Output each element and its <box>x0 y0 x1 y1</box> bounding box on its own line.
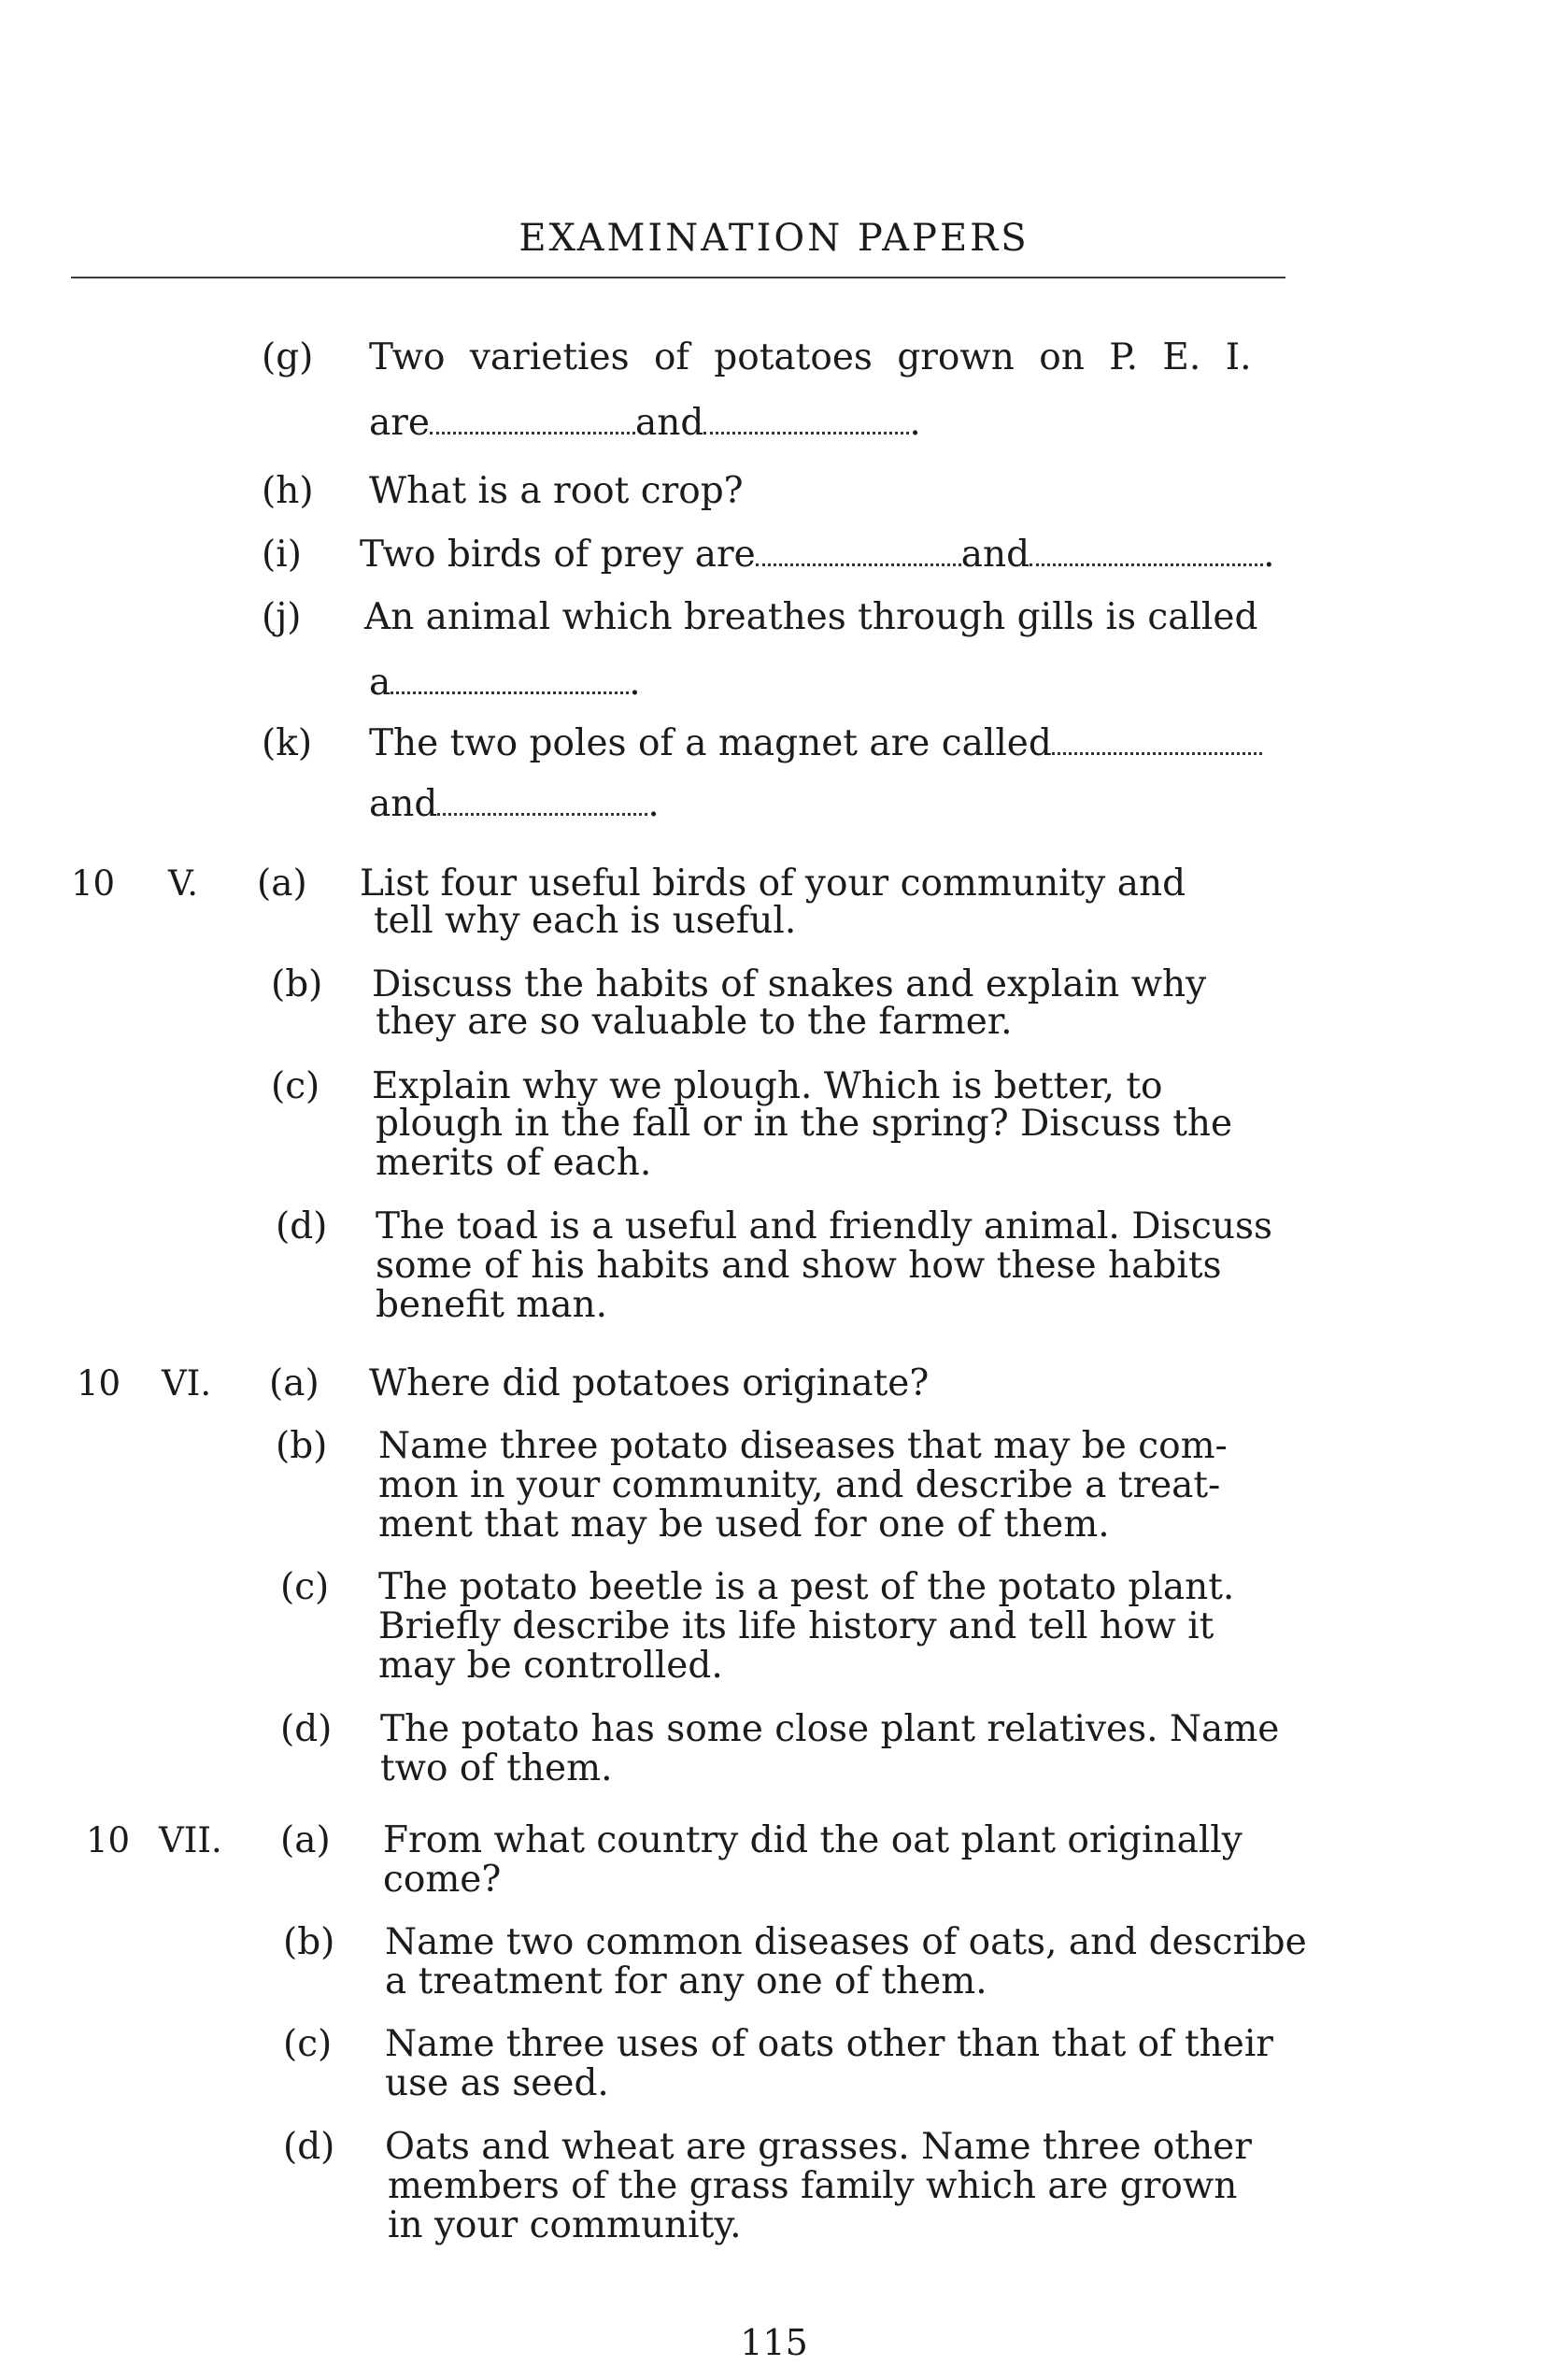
item-g-are: are <box>369 402 430 444</box>
item-label-g: (g) <box>262 336 314 378</box>
item-vi-d-line-1: The potato has some close plant relatives. Name <box>380 1708 1280 1750</box>
item-j-a: a <box>369 662 391 704</box>
item-label-h: (h) <box>262 470 314 512</box>
item-vi-b-line-1: Name three potato diseases that may be com- <box>378 1425 1228 1467</box>
item-v-a-line-2: tell why each is useful. <box>374 900 797 942</box>
item-vi-d-line-2: two of them. <box>380 1747 613 1789</box>
answer-blank <box>391 663 629 694</box>
item-vii-d-line-3: in your community. <box>388 2204 742 2246</box>
item-k-line-2 <box>369 785 660 824</box>
item-i-text: Two birds of prey are <box>360 534 756 576</box>
item-g-line-2 <box>369 404 921 443</box>
item-vi-c-line-3: may be controlled. <box>378 1645 723 1687</box>
answer-blank <box>1052 724 1262 755</box>
section-vii-marks: 10 <box>86 1820 131 1860</box>
item-vi-b-line-2: mon in your community, and describe a treat- <box>378 1464 1221 1506</box>
item-v-d-line-3: benefit man. <box>376 1284 608 1326</box>
item-k-text: The two poles of a magnet are called <box>369 722 1052 764</box>
item-vii-c-line-1: Name three uses of oats other than that of their <box>385 2023 1273 2065</box>
item-vi-c-line-2: Briefly describe its life history and tell how it <box>378 1605 1214 1647</box>
section-vi-numeral: VI. <box>162 1363 212 1404</box>
item-label-v-d: (d) <box>276 1205 328 1247</box>
section-vii-numeral: VII. <box>159 1820 222 1860</box>
answer-blank <box>430 404 635 435</box>
item-label-vii-a: (a) <box>280 1819 331 1861</box>
item-label-v-c: (c) <box>271 1065 320 1107</box>
item-vii-b-line-2: a treatment for any one of them. <box>385 1960 987 2002</box>
item-label-vii-b: (b) <box>283 1921 335 1963</box>
answer-blank <box>756 535 961 566</box>
item-v-c-line-3: merits of each. <box>376 1142 652 1184</box>
item-label-vii-c: (c) <box>283 2023 333 2065</box>
item-v-b-line-1: Discuss the habits of snakes and explain why <box>372 963 1207 1005</box>
item-g-period: . <box>909 402 921 444</box>
item-vi-b-line-3: ment that may be used for one of them. <box>378 1504 1110 1546</box>
item-vii-d-line-2: members of the grass family which are grown <box>388 2165 1238 2207</box>
item-vi-a-line-1: Where did potatoes originate? <box>369 1362 930 1404</box>
item-j-period: . <box>629 662 641 704</box>
item-label-v-b: (b) <box>271 963 323 1005</box>
item-vii-a-line-2: come? <box>383 1859 502 1901</box>
item-label-k: (k) <box>262 722 313 764</box>
item-k-and: and <box>369 783 438 825</box>
item-label-vi-d: (d) <box>280 1708 333 1750</box>
section-vi-marks: 10 <box>77 1363 121 1404</box>
page-header: EXAMINATION PAPERS <box>518 217 1030 260</box>
answer-blank <box>703 404 909 435</box>
page-number: 115 <box>740 2322 808 2363</box>
item-label-vi-c: (c) <box>280 1566 330 1608</box>
item-i-period: . <box>1263 534 1275 576</box>
item-label-vii-d: (d) <box>283 2126 335 2168</box>
item-vii-d-line-1: Oats and wheat are grasses. Name three other <box>385 2126 1252 2168</box>
item-vii-b-line-1: Name two common diseases of oats, and describe <box>385 1921 1307 1963</box>
item-v-b-line-2: they are so valuable to the farmer. <box>376 1001 1013 1043</box>
item-j-line-2 <box>369 663 641 703</box>
answer-blank <box>437 785 647 816</box>
item-v-c-line-2: plough in the fall or in the spring? Discuss the <box>376 1103 1233 1145</box>
item-v-a-line-1: List four useful birds of your community and <box>360 862 1186 905</box>
item-v-d-line-2: some of his habits and show how these habits <box>376 1245 1222 1287</box>
item-label-v-a: (a) <box>257 862 307 905</box>
item-v-c-line-1: Explain why we plough. Which is better, to <box>372 1065 1163 1107</box>
section-v-numeral: V. <box>168 863 199 904</box>
item-k-line-1 <box>369 724 1262 763</box>
item-v-d-line-1: The toad is a useful and friendly animal. Discuss <box>376 1205 1272 1247</box>
header-rule <box>71 277 1285 278</box>
item-vii-a-line-1: From what country did the oat plant originally <box>383 1819 1243 1861</box>
item-vii-c-line-2: use as seed. <box>385 2062 609 2104</box>
item-g-and: and <box>634 402 704 444</box>
item-vi-c-line-1: The potato beetle is a pest of the potato plant. <box>378 1566 1235 1608</box>
item-j-line-1: An animal which breathes through gills is called <box>364 596 1258 638</box>
item-label-vi-a: (a) <box>269 1362 320 1404</box>
item-label-j: (j) <box>262 596 302 638</box>
item-i-and: and <box>960 534 1030 576</box>
answer-blank <box>1030 535 1263 566</box>
item-g-line-1: Two varieties of potatoes grown on P. E. I. <box>369 336 1252 378</box>
item-i-line-1 <box>360 535 1275 575</box>
item-label-i: (i) <box>262 534 302 576</box>
item-label-vi-b: (b) <box>276 1425 328 1467</box>
item-h-line-1: What is a root crop? <box>369 470 744 512</box>
item-k-period: . <box>647 783 660 825</box>
section-v-marks: 10 <box>71 863 116 904</box>
